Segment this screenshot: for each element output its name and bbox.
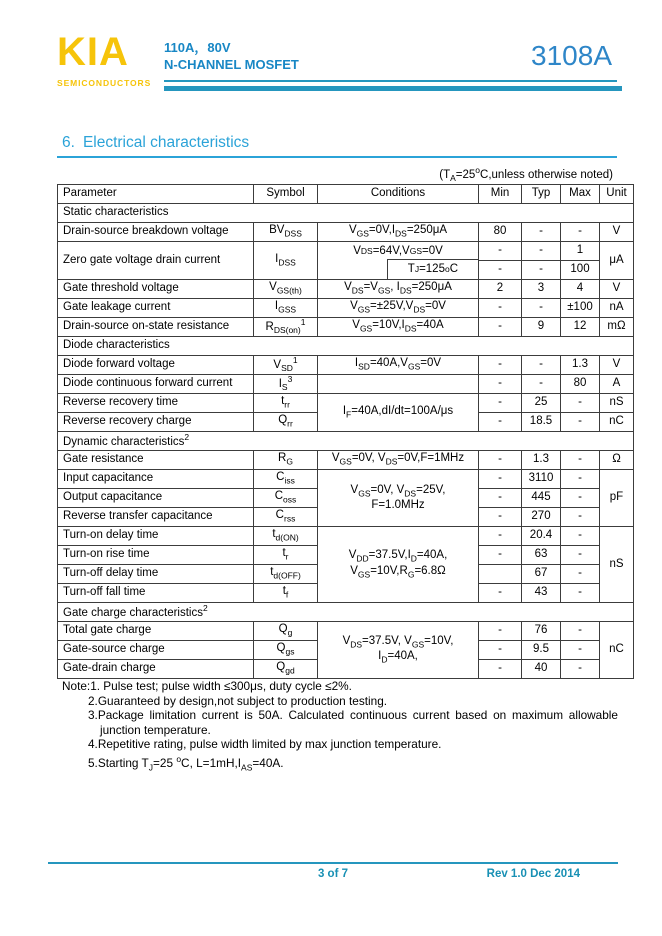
column-header-conditions: Conditions [318,185,479,204]
min-cell: - [479,451,522,470]
parameter-cell: Turn-on delay time [58,527,254,546]
conditions-cell [318,375,479,394]
device-type-text: N-CHANNEL MOSFET [164,57,299,72]
section-label: Gate charge characteristics$^2$ [58,603,634,622]
min-cell: - [479,375,522,394]
unit-cell: V [600,356,634,375]
max-cell: - [561,660,600,679]
unit-cell: nC [600,622,634,679]
min-cell: - [479,413,522,432]
min-cell: - [479,261,522,280]
typ-cell: - [522,299,561,318]
part-number: 3108A [531,40,612,71]
section-label: Diode characteristics [58,337,634,356]
max-cell: - [561,565,600,584]
symbol-cell: $C_{oss}$ [254,489,318,508]
device-summary [164,39,299,73]
symbol-cell: $t_{d(OFF)}$ [254,565,318,584]
typ-cell: 63 [522,546,561,565]
conditions-cell: $V_{DS}=V_{GS}$, $I_{DS}=250\mu A$ [318,280,479,299]
column-header-symbol: Symbol [254,185,318,204]
typ-cell: 40 [522,660,561,679]
unit-cell: A [600,375,634,394]
min-cell: - [479,470,522,489]
table-row [58,242,634,261]
typ-cell: 20.4 [522,527,561,546]
notes-block [62,679,618,775]
parameter-cell: Turn-off fall time [58,584,254,603]
min-cell: - [479,546,522,565]
note-line: 2.Guaranteed by design,not subject to production testing. [88,693,388,708]
symbol-cell: $t_{d(ON)}$ [254,527,318,546]
max-cell: - [561,622,600,641]
typ-cell: - [522,261,561,280]
condition-note: ($T_A=25^oC,unless$ otherwise noted) [439,165,613,184]
typ-cell: 43 [522,584,561,603]
table-row [58,375,634,394]
min-cell: - [479,318,522,337]
conditions-cell: $V_{GS}=\pm 25V,V_{DS}=0V$ [318,299,479,318]
unit-cell: V [600,280,634,299]
condition-sub: T J =125 o C [387,259,478,279]
section-number: 6. [62,134,75,151]
footer-rule [48,862,618,864]
note-line: 4.Repetitive rating, pulse width limited by max junction temperature. [88,737,442,752]
column-header-parameter: Parameter [58,185,254,204]
max-cell: 1.3 [561,356,600,375]
symbol-cell: $R_G$ [254,451,318,470]
section-label: Static characteristics [58,204,634,223]
max-cell: 80 [561,375,600,394]
unit-cell: pF [600,470,634,527]
unit-cell: nC [600,413,634,432]
typ-cell: - [522,223,561,242]
max-cell: - [561,546,600,565]
parameter-cell: Reverse recovery charge [58,413,254,432]
unit-cell: nS [600,527,634,603]
column-header-unit: Unit [600,185,634,204]
symbol-cell: $t_r$ [254,546,318,565]
typ-cell: 18.5 [522,413,561,432]
symbol-cell: $t_{rr}$ [254,394,318,413]
max-cell: - [561,413,600,432]
section-label: Dynamic characteristics$^2$ [58,432,634,451]
column-header-max: Max [561,185,600,204]
table-row [58,394,634,413]
min-cell: - [479,660,522,679]
min-cell: - [479,489,522,508]
revision-text: Rev 1.0 Dec 2014 [486,868,580,880]
note-line: 3.Package limitation current is 50A. Calculated continuous current based on maximum allowable junction temperature. [88,708,618,737]
symbol-cell: $Q_{gd}$ [254,660,318,679]
typ-cell: - [522,375,561,394]
electrical-characteristics-table [57,184,634,679]
table-row [58,527,634,546]
note-line: Note:1. Pulse test; pulse width ≤300μs, duty cycle ≤2%. [62,679,352,693]
symbol-cell: $I_{GSS}$ [254,299,318,318]
kia-logo: KIA [57,30,129,74]
typ-cell: 3110 [522,470,561,489]
parameter-cell: Gate-source charge [58,641,254,660]
parameter-cell: Turn-off delay time [58,565,254,584]
parameter-cell: Gate resistance [58,451,254,470]
symbol-cell: $V_{SD}^1$ [254,356,318,375]
table-row [58,470,634,489]
max-cell: - [561,451,600,470]
typ-cell: 67 [522,565,561,584]
min-cell: - [479,584,522,603]
conditions-cell: $V_{GS}=0V$, $V_{DS}=0V,F=1MHz$ [318,451,479,470]
typ-cell: 3 [522,280,561,299]
max-cell: 1 [561,242,600,261]
typ-cell: 270 [522,508,561,527]
section-title-text: Electrical characteristics [82,134,250,151]
min-cell [479,565,522,584]
parameter-cell: Diode forward voltage [58,356,254,375]
table-row [58,223,634,242]
min-cell: - [479,641,522,660]
parameter-cell: Reverse transfer capacitance [58,508,254,527]
note-line: 5.Starting $T_J=25$ $^o$C, $L=1mH,I_{AS}=40A$. [88,753,284,773]
min-cell: - [479,299,522,318]
unit-cell: Ω [600,451,634,470]
min-cell: - [479,508,522,527]
typ-cell: 25 [522,394,561,413]
typ-cell: - [522,356,561,375]
column-header-min: Min [479,185,522,204]
table-row [58,356,634,375]
unit-cell: nS [600,394,634,413]
symbol-cell: $I_S^3$ [254,375,318,394]
parameter-cell: Gate-drain charge [58,660,254,679]
section-row-gate-charge [58,603,634,622]
max-cell: - [561,223,600,242]
symbol-cell: $Q_g$ [254,622,318,641]
header-rule-thick [164,86,622,91]
section-row-static [58,204,634,223]
max-cell: - [561,489,600,508]
parameter-cell: Input capacitance [58,470,254,489]
parameter-cell: Zero gate voltage drain current [58,242,254,280]
parameter-cell: Total gate charge [58,622,254,641]
symbol-cell: $V_{GS(th)}$ [254,280,318,299]
conditions-cell: $V_{GS}=10V,I_{DS}=40A$ [318,318,479,337]
max-cell: ±100 [561,299,600,318]
parameter-cell: Gate threshold voltage [58,280,254,299]
table-row [58,299,634,318]
column-header-typ: Typ [522,185,561,204]
unit-cell: μA [600,242,634,280]
conditions-cell [318,242,479,280]
condition-main: V DS =64V,V GS =0V [353,244,443,257]
table-row [58,451,634,470]
symbol-cell: $Q_{gs}$ [254,641,318,660]
page-number: 3 of 7 [317,868,349,880]
symbol-cell: $C_{iss}$ [254,470,318,489]
min-cell: - [479,356,522,375]
parameter-cell: Turn-on rise time [58,546,254,565]
parameter-cell: Reverse recovery time [58,394,254,413]
unit-cell: nA [600,299,634,318]
conditions-cell: $I_F=40A,dI/dt=100A/\mu s$ [318,394,479,432]
max-cell: 4 [561,280,600,299]
section-row-dynamic [58,432,634,451]
conditions-cell: $V_{GS}=0V,I_{DS}=250\mu A$ [318,223,479,242]
symbol-cell: $R_{DS(on)}^1$ [254,318,318,337]
typ-cell: 445 [522,489,561,508]
conditions-cell: $V_{DD}=37.5V,I_D=40A$, $V_{GS}=10V,R_G=6.8\Omega$ [318,527,479,603]
table-row [58,318,634,337]
max-cell: 100 [561,261,600,280]
unit-cell: V [600,223,634,242]
parameter-cell: Output capacitance [58,489,254,508]
typ-cell: 9.5 [522,641,561,660]
max-cell: - [561,394,600,413]
table-row [58,280,634,299]
symbol-cell: $t_f$ [254,584,318,603]
section-row-diode [58,337,634,356]
min-cell: - [479,527,522,546]
conditions-cell: $V_{DS}=37.5V$, $V_{GS}=10V$, $I_D=40A$, [318,622,479,679]
max-cell: - [561,641,600,660]
min-cell: 2 [479,280,522,299]
rating-text: 110A，80V [164,40,231,55]
typ-cell: 1.3 [522,451,561,470]
typ-cell: - [522,242,561,261]
parameter-cell: Gate leakage current [58,299,254,318]
max-cell: - [561,508,600,527]
max-cell: - [561,527,600,546]
symbol-cell: $BV_{DSS}$ [254,223,318,242]
parameter-cell: Diode continuous forward current [58,375,254,394]
min-cell: 80 [479,223,522,242]
symbol-cell: $I_{DSS}$ [254,242,318,280]
symbol-cell: $C_{rss}$ [254,508,318,527]
max-cell: - [561,584,600,603]
min-cell: - [479,622,522,641]
conditions-cell: $I_{SD}=40A,V_{GS}=0V$ [318,356,479,375]
typ-cell: 9 [522,318,561,337]
parameter-cell: Drain-source on-state resistance [58,318,254,337]
symbol-cell: $Q_{rr}$ [254,413,318,432]
typ-cell: 76 [522,622,561,641]
conditions-cell: $V_{GS}=0V$, $V_{DS}=25V$, F=1.0MHz [318,470,479,527]
max-cell: - [561,470,600,489]
max-cell: 12 [561,318,600,337]
parameter-cell: Drain-source breakdown voltage [58,223,254,242]
min-cell: - [479,242,522,261]
min-cell: - [479,394,522,413]
section-title [57,134,617,158]
logo-subtext: SEMICONDUCTORS [57,78,152,88]
table-header-row [58,185,634,204]
unit-cell: mΩ [600,318,634,337]
header-rule-thin [164,80,617,82]
table-row [58,622,634,641]
